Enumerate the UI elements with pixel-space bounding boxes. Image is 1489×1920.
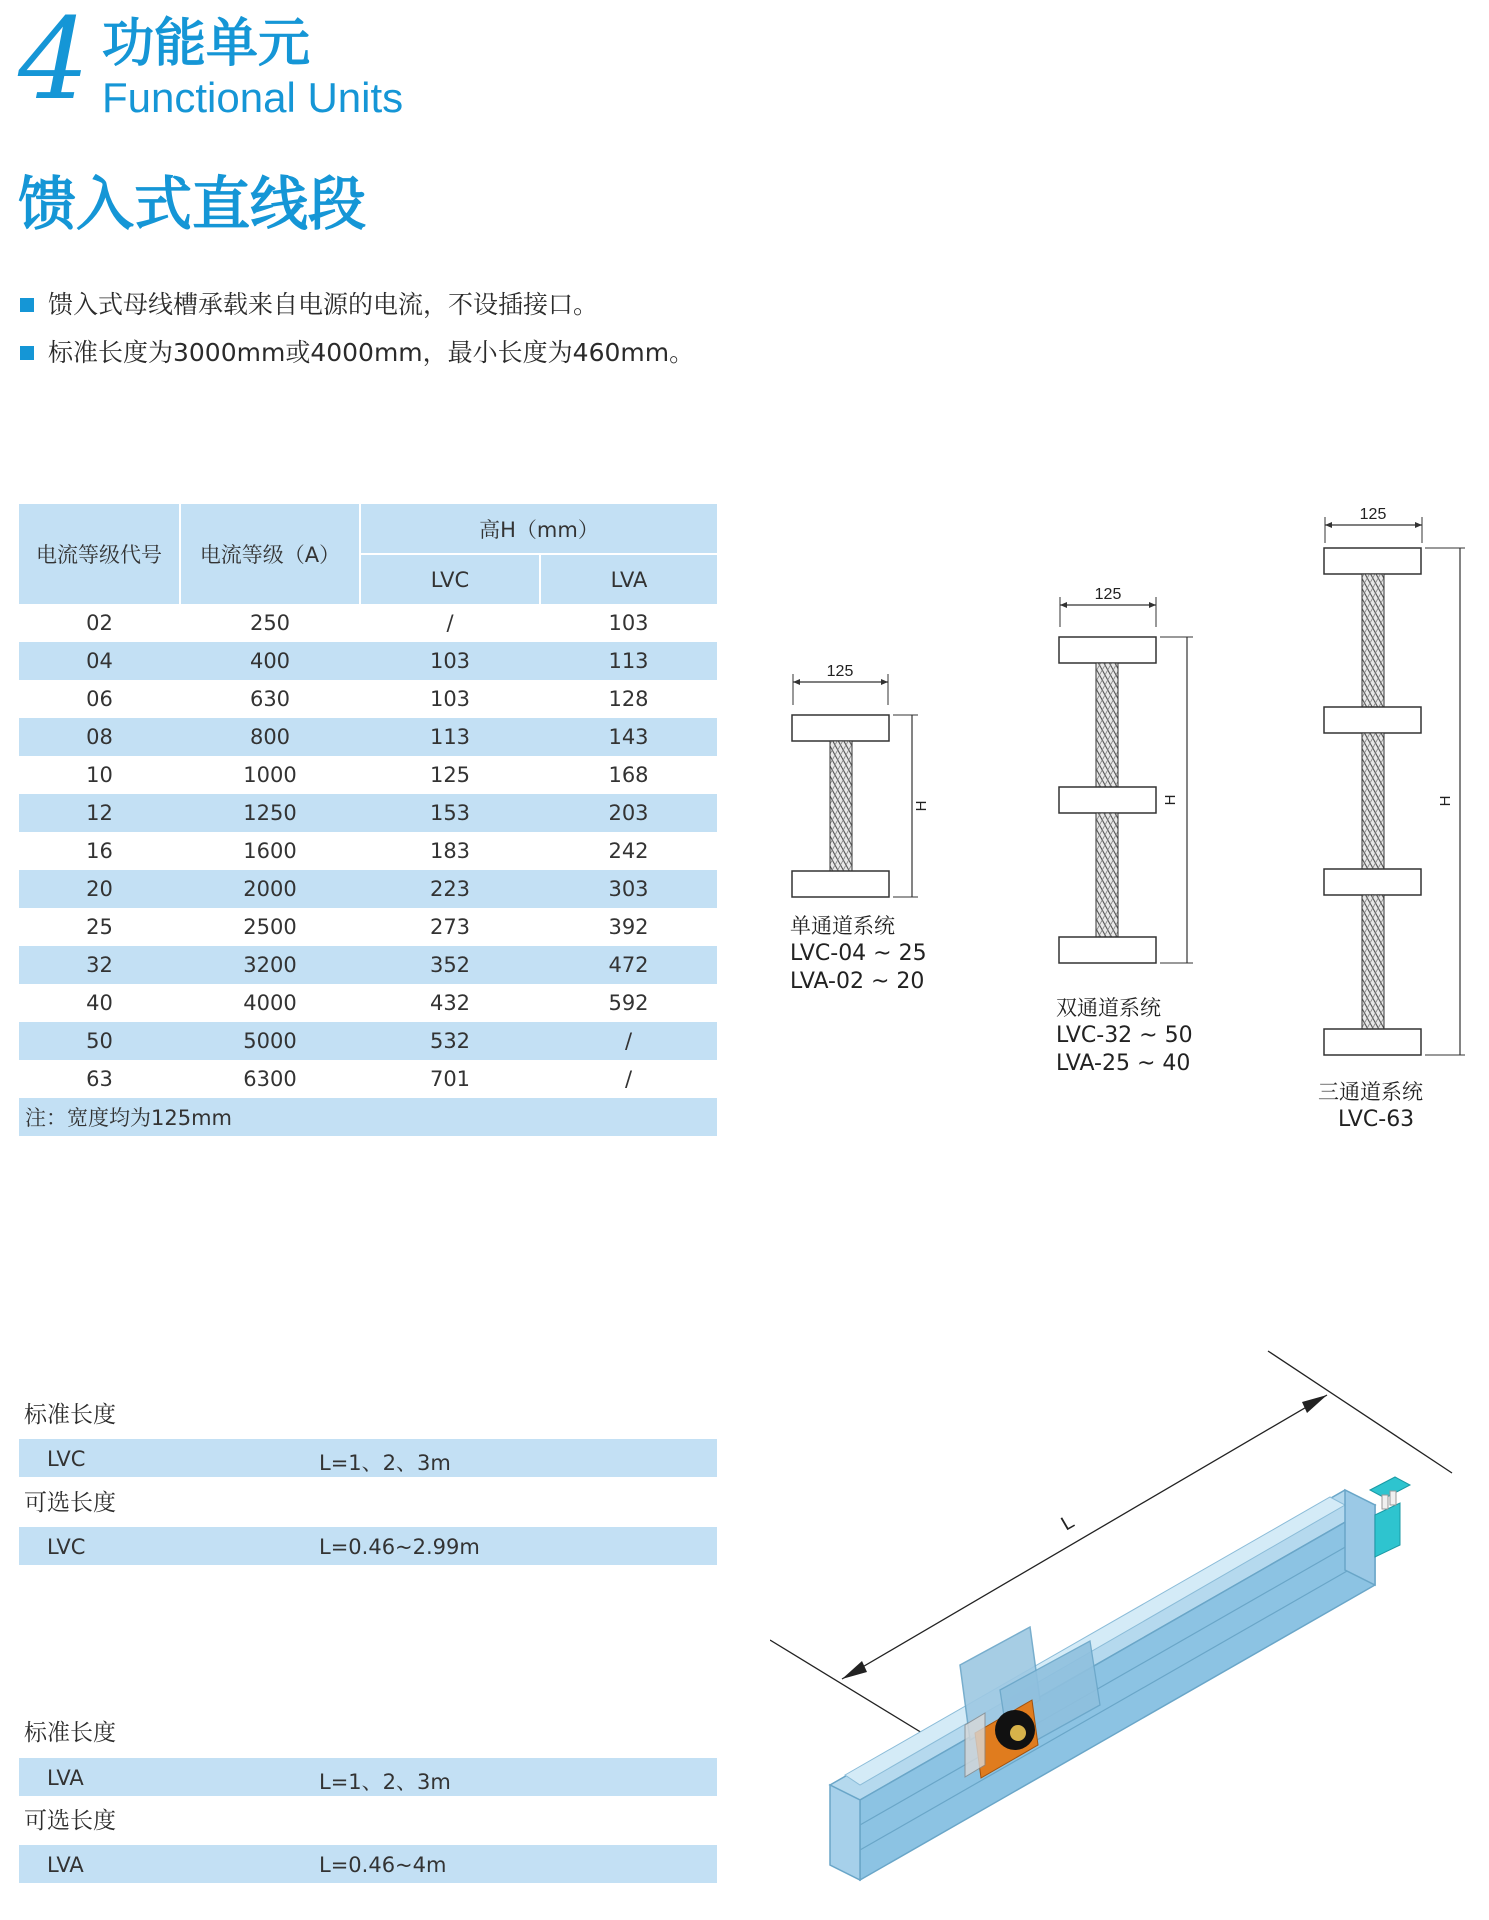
cell-lva: 103 [608,611,649,635]
cell-lva: 143 [540,718,717,756]
diagram-caption-model: LVC-63 [1338,1107,1415,1132]
cell-code: 08 [19,718,180,756]
table-row [19,832,717,870]
cell-lvc: 153 [360,794,540,832]
cell-lva: / [540,1022,717,1060]
height-label: H [913,800,930,812]
table-row [19,870,717,908]
cell-lvc: / [446,611,454,635]
cell-code: 06 [86,687,113,711]
cell-lvc: 532 [360,1022,540,1060]
bullet-text: 标准长度为3000mm或4000mm，最小长度为460mm。 [48,338,695,367]
diagram-caption-cn: 双通道系统 [1056,996,1161,1020]
cell-lva: 242 [608,839,649,863]
col-header-lvc: LVC [360,554,540,604]
cell-lva: 472 [540,946,717,984]
section-title-en: Functional Units [102,74,404,121]
lvc-optional-length-row [19,1527,717,1565]
cell-code: 10 [86,763,113,787]
cell-code: 25 [86,915,113,939]
table-row [19,756,717,794]
rating-table [19,504,717,1136]
cell-lva: 128 [608,687,649,711]
cell-current: 800 [180,718,360,756]
table-row [19,984,717,1022]
cell-current: 250 [249,611,291,635]
dual-channel-diagram [1050,585,1220,990]
row-key: LVC [47,1447,86,1471]
cell-current: 630 [249,687,291,711]
cell-lva: / [624,1067,633,1091]
cell-lvc: 113 [360,718,540,756]
page-title: 馈入式直线段 [18,170,367,238]
cell-current: 2000 [180,870,360,908]
width-label: 125 [1359,506,1387,523]
cell-lva: 203 [540,794,717,832]
diagram-caption-model: LVA-02 ~ 20 [790,969,925,994]
table-row [19,1060,717,1098]
cell-lvc: 432 [429,991,471,1015]
cell-code: 04 [19,642,180,680]
lva-optional-length-label: 可选长度 [24,1808,116,1834]
table-row [19,604,717,642]
cell-lvc: 701 [429,1067,471,1091]
cell-current: 400 [180,642,360,680]
cell-lva: 303 [540,870,717,908]
bullet-square-icon [20,298,34,312]
cell-current: 6300 [243,1067,297,1091]
table-row [19,794,717,832]
cell-code: 32 [19,946,180,984]
cell-lva: 392 [608,915,649,939]
cell-current: 1000 [243,763,297,787]
section-number: 4 [18,0,90,125]
cell-code: 02 [86,611,113,635]
table-note: 注：宽度均为125mm [19,1098,717,1136]
lva-optional-length-row [19,1845,717,1883]
table-row [19,642,717,680]
cell-lvc: 352 [360,946,540,984]
cell-current: 4000 [243,991,297,1015]
bullet-text: 馈入式母线槽承载来自电源的电流，不设插接口。 [48,290,599,319]
cell-code: 20 [19,870,180,908]
row-key: LVC [47,1535,86,1559]
row-key: LVA [47,1853,84,1877]
width-label: 125 [1094,586,1122,603]
cell-lva: 168 [608,763,649,787]
cell-code: 40 [86,991,113,1015]
table-row [19,680,717,718]
lvc-optional-length-label: 可选长度 [24,1490,116,1516]
cell-code: 50 [19,1022,180,1060]
triple-channel-diagram [1315,503,1485,1073]
cell-lvc: 103 [360,642,540,680]
table-row [19,908,717,946]
cell-lva: 113 [540,642,717,680]
cell-current: 5000 [180,1022,360,1060]
lvc-standard-length-row [19,1439,717,1477]
col-header-height: 高H（mm） [360,504,717,554]
cell-code: 16 [86,839,113,863]
lva-standard-length-label: 标准长度 [24,1720,116,1746]
col-header-code: 电流等级代号 [19,504,180,604]
diagram-caption-model: LVC-04 ~ 25 [790,941,927,966]
cell-lvc: 103 [429,687,471,711]
table-row [19,946,717,984]
single-channel-diagram [780,665,940,905]
row-key: LVA [47,1766,84,1790]
cell-current: 3200 [180,946,360,984]
cell-lvc: 125 [429,763,471,787]
diagram-caption-cn: 单通道系统 [790,914,895,938]
row-value: L=0.46~4m [319,1853,447,1877]
cell-current: 2500 [243,915,297,939]
row-value: L=0.46~2.99m [319,1535,480,1559]
bullet-item [20,336,694,370]
cell-lva: 592 [608,991,649,1015]
diagram-caption-model: LVC-32 ~ 50 [1056,1023,1193,1048]
diagram-caption-cn: 三通道系统 [1318,1080,1423,1104]
row-value: L=1、2、3m [319,1451,451,1475]
col-header-current: 电流等级（A） [180,504,360,604]
busway-isometric-illustration [770,1345,1470,1890]
cell-lvc: 223 [360,870,540,908]
cell-current: 1600 [243,839,297,863]
cell-code: 63 [86,1067,113,1091]
width-label: 125 [826,665,854,680]
row-value: L=1、2、3m [319,1770,451,1794]
col-header-lva: LVA [540,554,717,604]
lva-standard-length-row [19,1758,717,1796]
cell-lvc: 183 [429,839,471,863]
bullet-square-icon [20,346,34,360]
table-row [19,718,717,756]
cell-current: 1250 [180,794,360,832]
height-label: H [1437,795,1454,807]
height-label: H [1162,794,1179,806]
cell-lvc: 273 [429,915,471,939]
bullet-item [20,288,598,322]
length-dimension-label: L [1057,1510,1079,1536]
table-row [19,1022,717,1060]
section-title-cn: 功能单元 [102,14,311,74]
lvc-standard-length-label: 标准长度 [24,1402,116,1428]
cell-code: 12 [19,794,180,832]
diagram-caption-model: LVA-25 ~ 40 [1056,1051,1191,1076]
